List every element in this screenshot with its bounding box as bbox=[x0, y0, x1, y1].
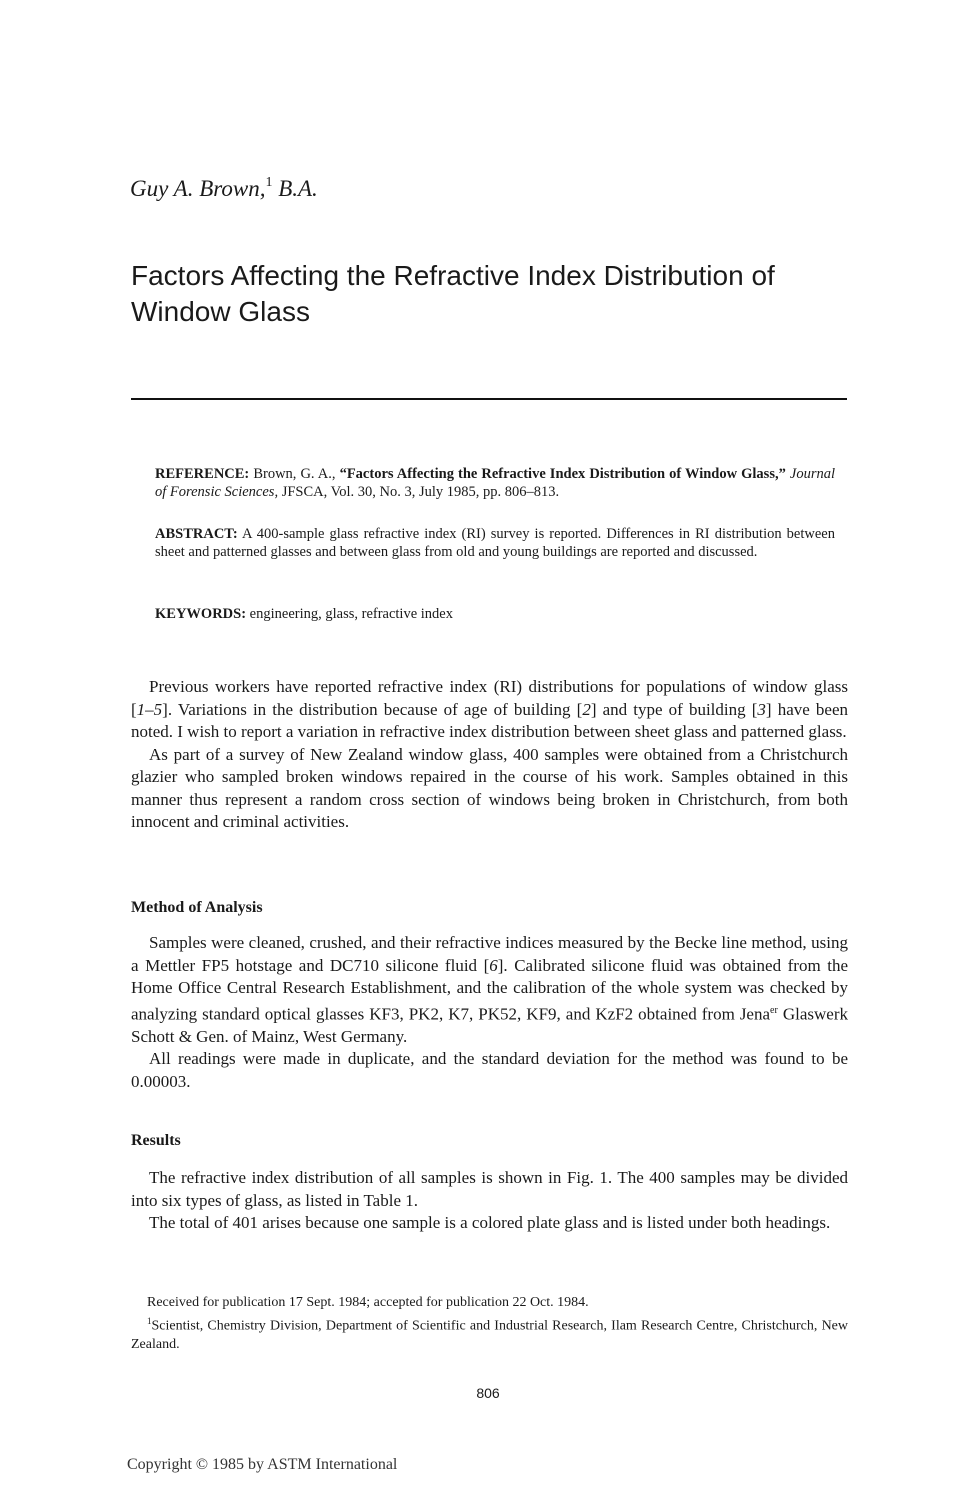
citation: 2 bbox=[582, 699, 591, 719]
results-paragraph-2: The total of 401 arises because one sample is a colored plate glass and is listed under both headings. bbox=[149, 1213, 831, 1232]
keywords-label: KEYWORDS: bbox=[155, 606, 247, 622]
abstract-block bbox=[155, 525, 835, 561]
author-footnote-mark: 1 bbox=[265, 175, 273, 190]
reference-article-title: “Factors Affecting the Refractive Index Distribution of Window Glass,” bbox=[339, 466, 786, 482]
abstract-label: ABSTRACT: bbox=[155, 526, 238, 542]
author-degree: B.A. bbox=[278, 176, 318, 201]
method-paragraph-2: All readings were made in duplicate, and the standard deviation for the method was found to be 0.00003. bbox=[131, 1049, 848, 1091]
citation: 6 bbox=[489, 955, 498, 975]
reference-authors: Brown, G. A., bbox=[253, 466, 336, 482]
affiliation-text: Scientist, Chemistry Division, Department of Scientific and Industrial Research, Ilam Research Centre, Christchurch, New Zealand. bbox=[131, 1318, 848, 1352]
intro-text: ] have been noted. I wish to report a variation in refractive index distribution between sheet glass and patterned glass. bbox=[131, 699, 849, 741]
reference-journal: Journal of Forensic Sciences, bbox=[155, 466, 835, 500]
intro-section bbox=[131, 676, 848, 834]
keywords-block bbox=[155, 605, 835, 623]
method-text: Glaswerk Schott & Gen. of Mainz, West Germany. bbox=[131, 1004, 848, 1046]
paper-title: Factors Affecting the Refractive Index Distribution of Window Glass bbox=[131, 260, 775, 327]
method-paragraph-1 bbox=[131, 932, 848, 1048]
reference-details: JFSCA, Vol. 30, No. 3, July 1985, pp. 806–813. bbox=[281, 484, 560, 500]
citation: 3 bbox=[757, 699, 766, 719]
received-note: Received for publication 17 Sept. 1984; accepted for publication 22 Oct. 1984. bbox=[147, 1295, 589, 1310]
intro-text: ]. Variations in the distribution because of age of building [ bbox=[162, 699, 583, 719]
results-section bbox=[131, 1167, 848, 1235]
reference-block bbox=[155, 465, 835, 501]
abstract-text: A 400-sample glass refractive index (RI) survey is reported. Differences in RI distribution between sheet and patterned glasses and between glass from old and young buildings are reported and discussed. bbox=[155, 526, 835, 560]
superscript: er bbox=[770, 1004, 778, 1016]
citation: 1–5 bbox=[136, 699, 163, 719]
keywords-text: engineering, glass, refractive index bbox=[249, 606, 453, 622]
method-text: Samples were cleaned, crushed, and their refractive indices measured by the Becke line method, using a Mettler FP5 hotstage and DC710 silicone fluid [ bbox=[131, 933, 848, 975]
author-name: Guy A. Brown, bbox=[130, 176, 266, 201]
footnote-mark: 1 bbox=[147, 1316, 152, 1326]
results-paragraph-1: The refractive index distribution of all samples is shown in Fig. 1. The 400 samples may be divided into six types of glass, as listed in Table 1. bbox=[131, 1168, 848, 1210]
results-heading: Results bbox=[131, 1132, 181, 1149]
title-rule bbox=[131, 398, 847, 400]
affiliation-note bbox=[131, 1312, 848, 1354]
intro-paragraph-1 bbox=[131, 676, 848, 744]
footnotes bbox=[131, 1294, 848, 1354]
copyright-notice: Copyright © 1985 by ASTM International bbox=[127, 1456, 398, 1473]
method-heading: Method of Analysis bbox=[131, 899, 263, 916]
page-number: 806 bbox=[476, 1385, 500, 1401]
method-section bbox=[131, 932, 848, 1093]
reference-label: REFERENCE: bbox=[155, 466, 250, 482]
intro-text: ] and type of building [ bbox=[590, 699, 758, 719]
intro-text: Previous workers have reported refractive index (RI) distributions for populations of window glass [ bbox=[131, 677, 848, 719]
method-text: ]. Calibrated silicone fluid was obtained from the Home Office Central Research Establishment, and the calibration of the whole system was checked by analyzing standard optical glasses KF3, PK2, K7, PK52, KF9, and KzF2 obtained from Jena bbox=[131, 955, 848, 1024]
author-line bbox=[130, 176, 318, 202]
intro-paragraph-2: As part of a survey of New Zealand window glass, 400 samples were obtained from a Christchurch glazier who sampled broken windows repaired in the course of his work. Samples obtained in this manner thus represent a random cross section of windows being broken in Christchurch, from both innocent and criminal activities. bbox=[131, 744, 848, 831]
